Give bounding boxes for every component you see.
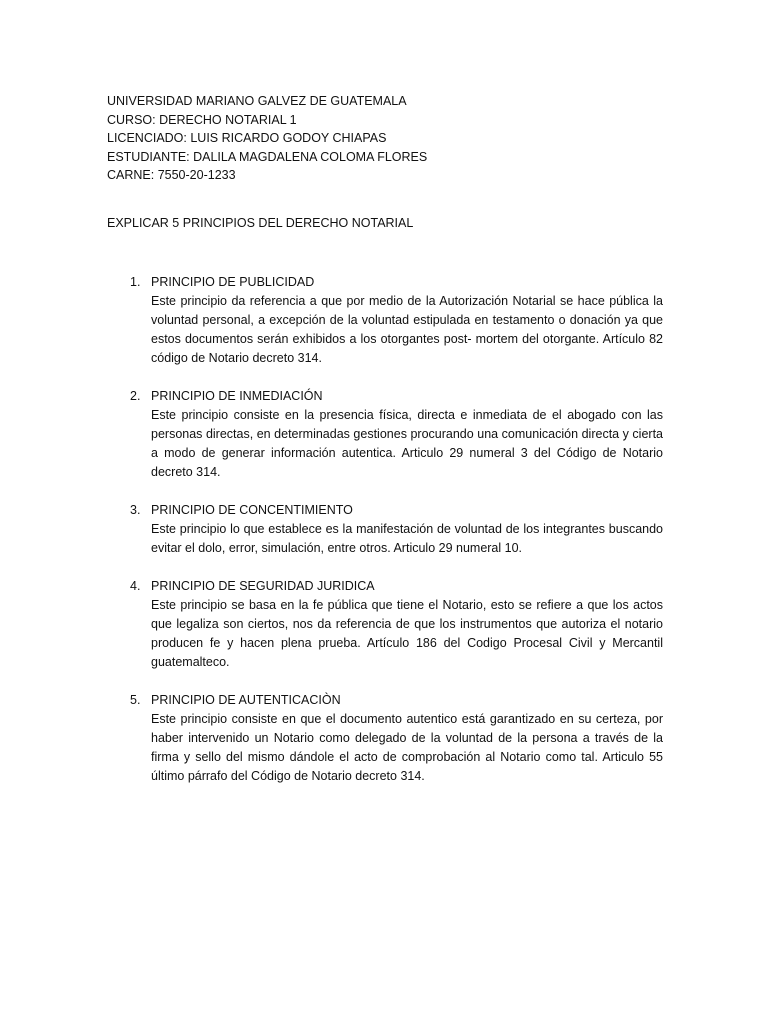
carne-line: CARNE: 7550-20-1233 — [107, 168, 236, 182]
principle-title: PRINCIPIO DE CONCENTIMIENTO — [151, 503, 353, 517]
principle-number: 2. — [130, 389, 141, 403]
course-line: CURSO: DERECHO NOTARIAL 1 — [107, 112, 297, 127]
principle-number: 5. — [130, 693, 141, 707]
professor-line: LICENCIADO: LUIS RICARDO GODOY CHIAPAS — [107, 131, 387, 145]
principle-number: 4. — [130, 579, 141, 593]
principle-description: Este principio se basa en la fe pública que tiene el Notario, esto se refiere a que los actos que legaliza son ciertos, nos da referencia de que los instrumentos que autoriza el notario producen fe y hacen plena prueba. Artículo 186 del Codigo Procesal Civil y Mercantil guatemalteco. — [151, 598, 663, 669]
principle-description: Este principio consiste en la presencia física, directa e inmediata de el abogado con las personas directas, en determinadas gestiones procurando una comunicación directa y cierta a modo de generar información autentica. Articulo 29 numeral 3 del Código de Notario decreto 314. — [151, 408, 663, 479]
principle-number: 3. — [130, 503, 141, 517]
document-header — [107, 92, 667, 185]
student-line: ESTUDIANTE: DALILA MAGDALENA COLOMA FLORES — [107, 149, 428, 164]
principle-title: PRINCIPIO DE PUBLICIDAD — [151, 275, 315, 289]
university-line: UNIVERSIDAD MARIANO GALVEZ DE GUATEMALA — [107, 94, 407, 108]
principle-description: Este principio consiste en que el documento autentico está garantizado en su certeza, por haber intervenido un Notario como delegado de la voluntad de la persona a través de la firma y sello del mismo dándole el acto de comprobación al Notario como tal. Articulo 55 último párrafo del Código de Notario decreto 314. — [151, 712, 663, 783]
principle-item — [107, 273, 663, 368]
principles-list — [107, 273, 663, 805]
principle-item — [107, 387, 663, 482]
principle-title: PRINCIPIO DE INMEDIACIÓN — [151, 389, 323, 403]
principle-description: Este principio lo que establece es la manifestación de voluntad de los integrantes buscando evitar el dolo, error, simulación, entre otros. Articulo 29 numeral 10. — [151, 522, 663, 555]
principle-description: Este principio da referencia a que por medio de la Autorización Notarial se hace pública la voluntad personal, a excepción de la voluntad estipulada en testamento o donación ya que estos documentos serán exhibidos a los otorgantes post- mortem del otorgante. Artículo 82 código de Notario decreto 314. — [151, 294, 663, 365]
principle-title: PRINCIPIO DE AUTENTICACIÒN — [151, 693, 341, 707]
principle-item — [107, 691, 663, 786]
principle-item — [107, 501, 663, 558]
task-heading: EXPLICAR 5 PRINCIPIOS DEL DERECHO NOTARIAL — [107, 216, 414, 230]
principle-number: 1. — [130, 275, 141, 289]
principle-title: PRINCIPIO DE SEGURIDAD JURIDICA — [151, 579, 375, 593]
principle-item — [107, 577, 663, 672]
